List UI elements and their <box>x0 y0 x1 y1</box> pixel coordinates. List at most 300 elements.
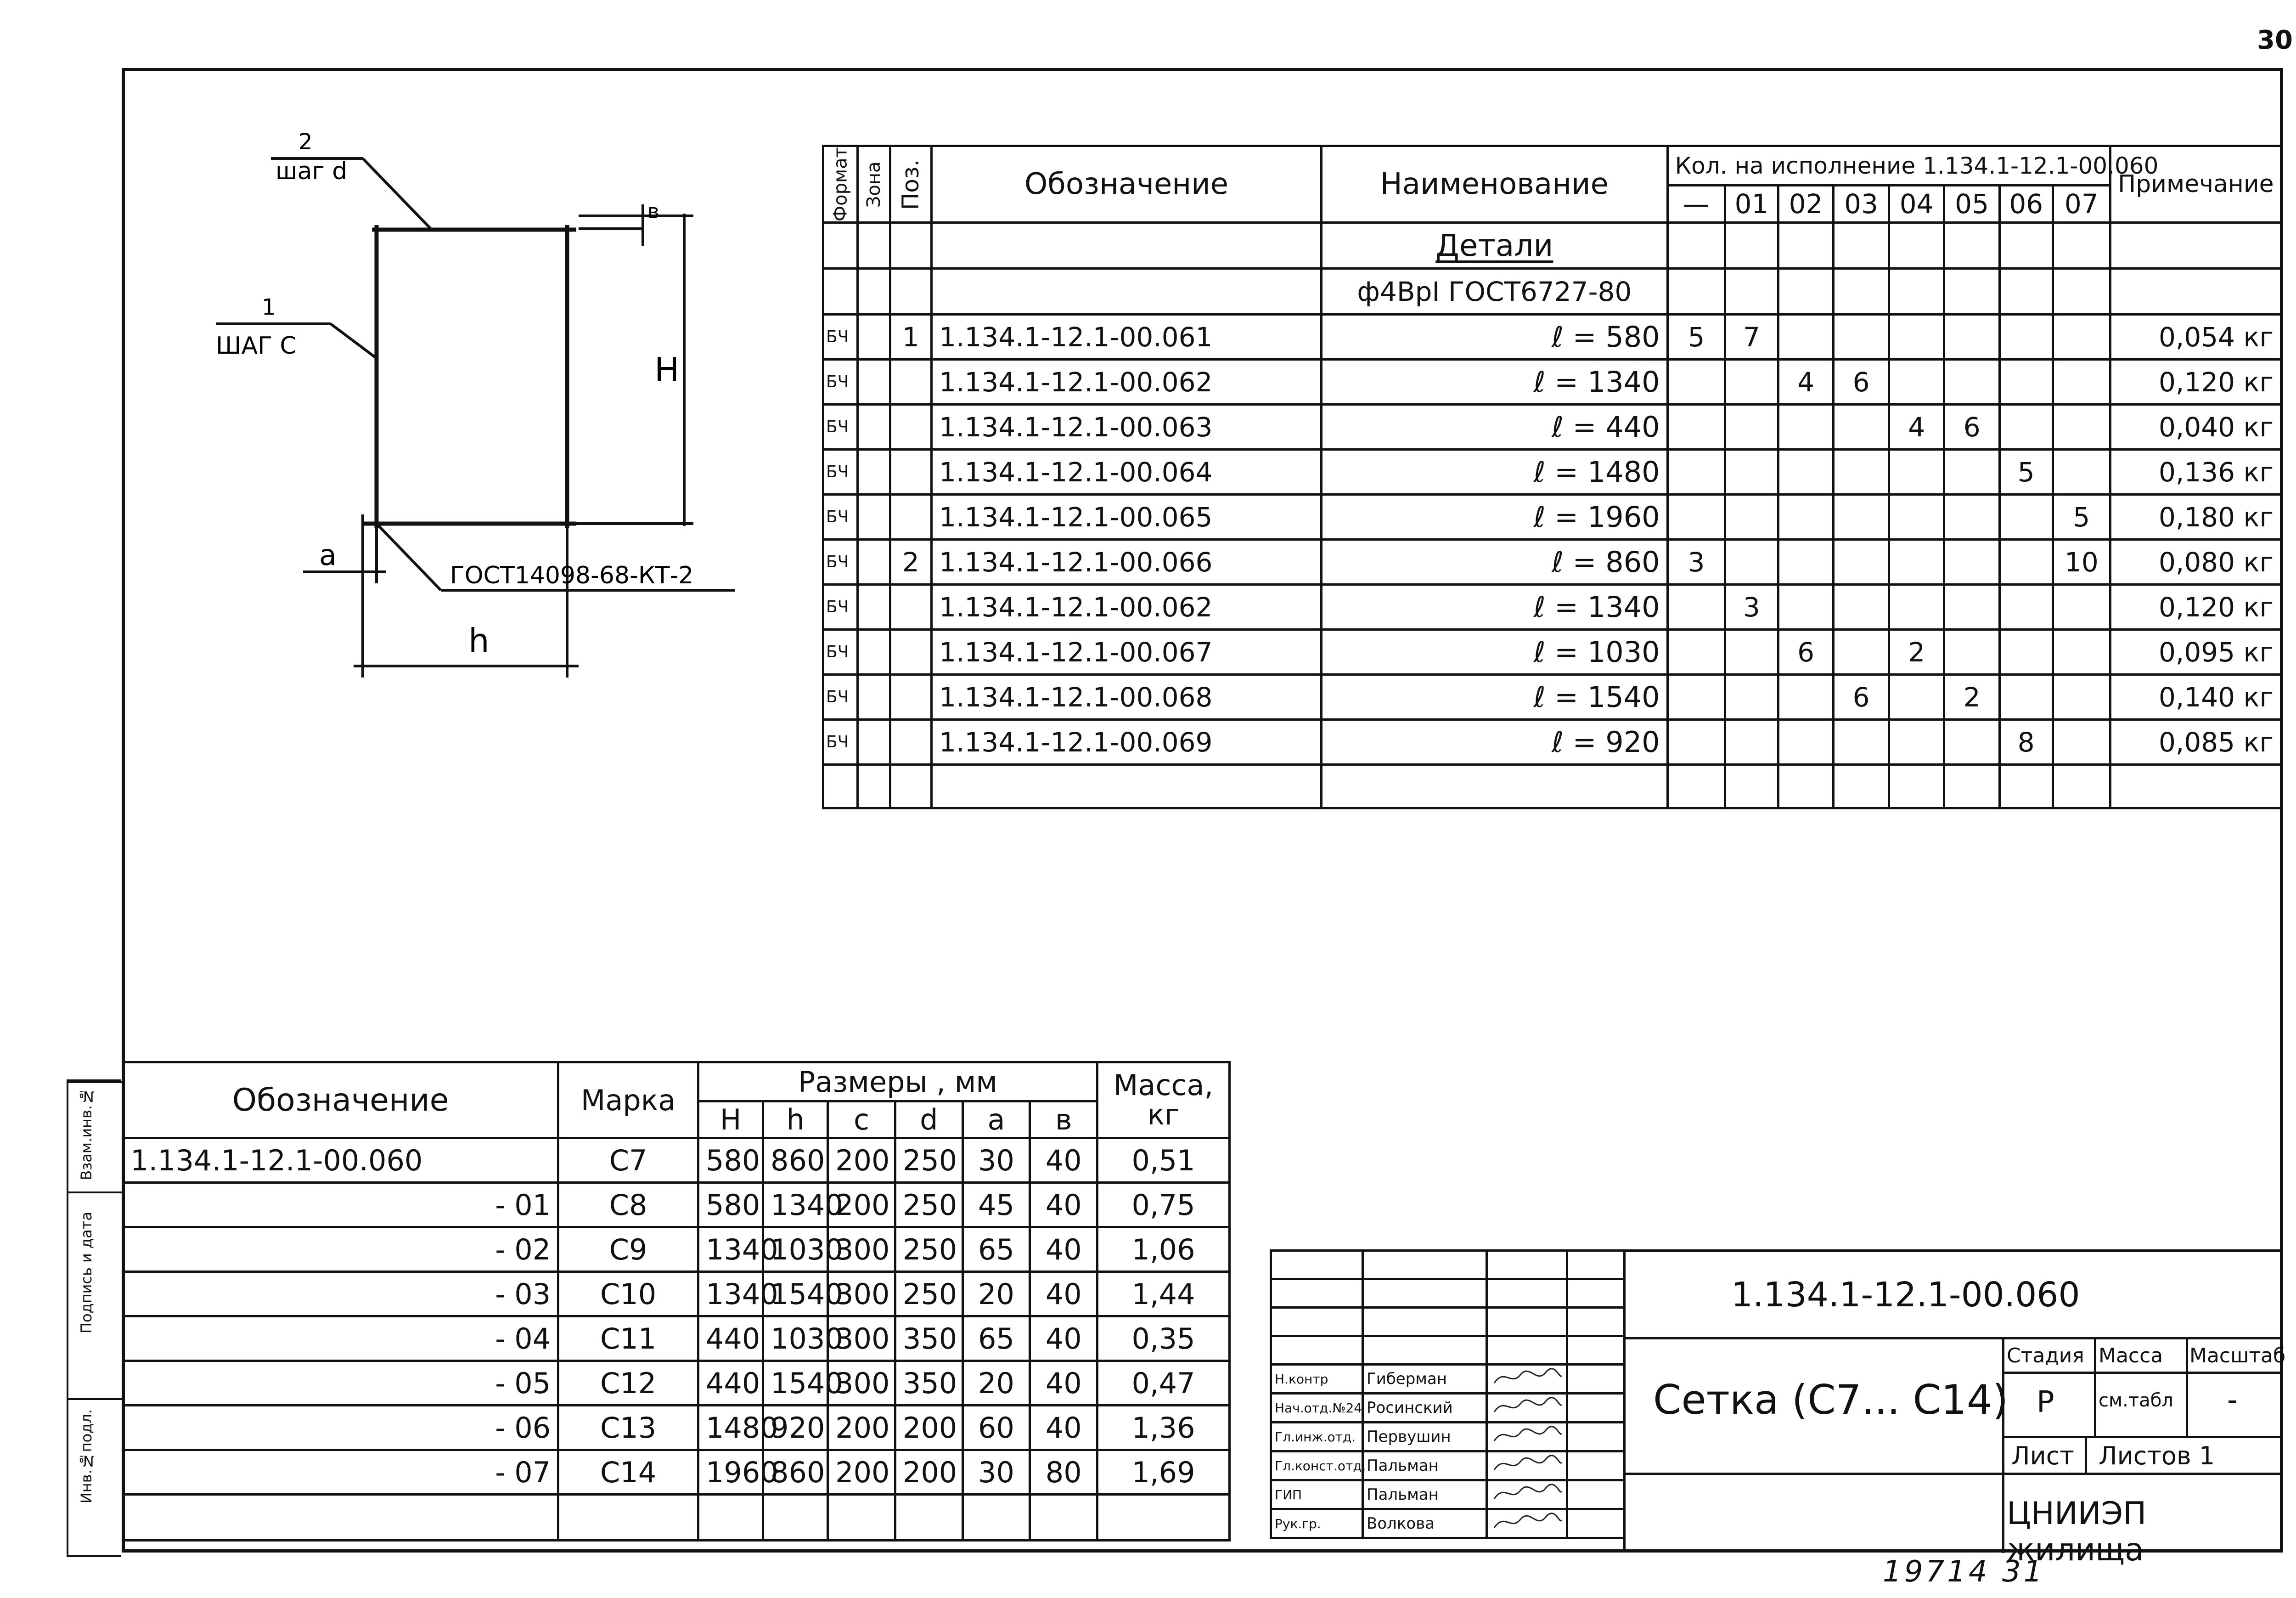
spec-row <box>823 315 2281 360</box>
label-b: в <box>647 200 659 223</box>
person-name: Пальман <box>1363 1451 1487 1480</box>
var-cell-b: 40 <box>1030 1138 1097 1183</box>
spec-cell-qty <box>1999 540 2053 585</box>
date-cell <box>1567 1451 1625 1480</box>
signature <box>1487 1509 1567 1538</box>
var-cell-h: 1340 <box>763 1183 828 1227</box>
spec-cell-qty <box>1944 540 2000 585</box>
var-cell-mark: С12 <box>558 1361 698 1406</box>
spec-cell-designation: 1.134.1-12.1-00.067 <box>932 630 1322 675</box>
spec-cell-qty <box>1667 675 1725 720</box>
sidebar-replace-label: Взам.инв.№ <box>78 1088 95 1180</box>
spec-cell-qty: 8 <box>1999 720 2053 765</box>
mesh-drawing <box>193 124 753 703</box>
signature-scribble <box>1491 1481 1564 1504</box>
var-cell-c: 200 <box>828 1406 895 1450</box>
spec-cell-qty <box>1725 720 1778 765</box>
spec-cell-qty <box>1834 450 1889 495</box>
var-hdr-col: с <box>828 1101 895 1138</box>
date-cell <box>1567 1423 1625 1451</box>
spec-cell-qty: 2 <box>1889 630 1944 675</box>
var-cell-H: 580 <box>698 1183 763 1227</box>
var-hdr-col: Н <box>698 1101 763 1138</box>
spec-cell-designation: 1.134.1-12.1-00.066 <box>932 540 1322 585</box>
var-cell-mass: 0,35 <box>1097 1316 1230 1361</box>
spec-cell-qty <box>1725 405 1778 450</box>
var-cell-designation: - 01 <box>123 1183 558 1227</box>
var-cell-b: 40 <box>1030 1361 1097 1406</box>
var-cell-h: 1030 <box>763 1227 828 1272</box>
spec-cell-qty <box>1667 405 1725 450</box>
var-cell-designation: - 04 <box>123 1316 558 1361</box>
spec-cell-qty <box>1889 720 1944 765</box>
var-cell-mark: С10 <box>558 1272 698 1316</box>
signature-row <box>1271 1451 1625 1480</box>
signature-grid <box>1270 1249 1626 1539</box>
spec-cell-qty <box>1778 315 1834 360</box>
spec-cell-zone <box>858 495 890 540</box>
leader-1 <box>331 324 377 358</box>
spec-cell-name: ℓ = 1340 <box>1322 360 1668 405</box>
hdr-pos: Поз. <box>890 146 931 223</box>
hdr-variant: 05 <box>1944 186 2000 223</box>
var-cell-mark: С9 <box>558 1227 698 1272</box>
sheet-title: Сетка (С7... С14) <box>1653 1376 2009 1423</box>
var-cell-d: 200 <box>895 1406 962 1450</box>
signature <box>1487 1423 1567 1451</box>
variant-row <box>123 1138 1230 1183</box>
var-cell-mass: 0,75 <box>1097 1183 1230 1227</box>
var-cell-mass: 1,69 <box>1097 1450 1230 1495</box>
signature <box>1487 1480 1567 1509</box>
spec-cell-pos <box>890 450 931 495</box>
spec-cell-note: 0,080 кг <box>2110 540 2281 585</box>
spec-row <box>823 675 2281 720</box>
spec-cell-qty: 2 <box>1944 675 2000 720</box>
spec-cell-qty <box>2053 585 2110 630</box>
spec-cell-qty <box>1778 405 1834 450</box>
spec-cell-name: ℓ = 1030 <box>1322 630 1668 675</box>
sheet-label: Лист <box>2011 1441 2074 1470</box>
material-spec: ф4ВрI ГОСТ6727-80 <box>1322 269 1668 315</box>
label-a: а <box>319 538 337 572</box>
person-role: Рук.гр. <box>1271 1509 1363 1538</box>
mass-value: см.табл <box>2099 1390 2173 1411</box>
spec-cell-qty <box>1944 315 2000 360</box>
spec-cell-qty: 5 <box>2053 495 2110 540</box>
weld-leader <box>377 524 441 590</box>
var-cell-c: 300 <box>828 1227 895 1272</box>
spec-cell-note: 0,054 кг <box>2110 315 2281 360</box>
person-name: Волкова <box>1363 1509 1487 1538</box>
label-pos1: 1 <box>262 294 276 320</box>
spec-cell-format: БЧ <box>823 585 858 630</box>
spec-cell-name: ℓ = 1340 <box>1322 585 1668 630</box>
spec-cell-designation: 1.134.1-12.1-00.069 <box>932 720 1322 765</box>
signature-scribble <box>1491 1395 1564 1417</box>
mass-label: Масса <box>2099 1344 2163 1367</box>
var-cell-h: 1540 <box>763 1361 828 1406</box>
var-cell-mark: С7 <box>558 1138 698 1183</box>
bottom-note: 19714 31 <box>1883 1555 2045 1589</box>
variant-row <box>123 1227 1230 1272</box>
spec-cell-format: БЧ <box>823 630 858 675</box>
spec-row <box>823 450 2281 495</box>
spec-row <box>823 495 2281 540</box>
spec-cell-qty <box>1999 315 2053 360</box>
spec-row <box>823 540 2281 585</box>
spec-rows <box>823 315 2281 765</box>
spec-cell-qty <box>1725 360 1778 405</box>
spec-cell-qty <box>1778 450 1834 495</box>
date-cell <box>1567 1480 1625 1509</box>
hdr-variant: 02 <box>1778 186 1834 223</box>
spec-cell-pos <box>890 675 931 720</box>
spec-cell-qty <box>1725 630 1778 675</box>
spec-cell-qty <box>1834 585 1889 630</box>
var-cell-a: 20 <box>962 1272 1030 1316</box>
spec-cell-format: БЧ <box>823 540 858 585</box>
hdr-note: Примечание <box>2110 146 2281 223</box>
spec-cell-note: 0,040 кг <box>2110 405 2281 450</box>
var-cell-H: 1340 <box>698 1227 763 1272</box>
sidebar-sign-label: Подпись и дата <box>78 1212 95 1334</box>
var-cell-mark: С14 <box>558 1450 698 1495</box>
var-cell-d: 250 <box>895 1138 962 1183</box>
spec-cell-zone <box>858 360 890 405</box>
sidebar-inv-cell <box>68 1398 123 1559</box>
spec-cell-pos <box>890 720 931 765</box>
spec-cell-pos <box>890 360 931 405</box>
label-step-d: шаг d <box>276 158 348 185</box>
doc-code: 1.134.1-12.1-00.060 <box>1731 1275 2080 1315</box>
spec-cell-qty <box>1834 405 1889 450</box>
signature-row <box>1271 1480 1625 1509</box>
spec-cell-qty: 7 <box>1725 315 1778 360</box>
var-hdr-col: в <box>1030 1101 1097 1138</box>
date-cell <box>1567 1365 1625 1394</box>
spec-cell-format: БЧ <box>823 405 858 450</box>
spec-cell-zone <box>858 405 890 450</box>
spec-cell-qty <box>1944 495 2000 540</box>
spec-cell-pos <box>890 495 931 540</box>
var-cell-d: 350 <box>895 1316 962 1361</box>
var-cell-c: 200 <box>828 1183 895 1227</box>
sidebar-sign-cell <box>68 1191 123 1398</box>
spec-cell-pos <box>890 405 931 450</box>
spec-cell-qty: 6 <box>1834 675 1889 720</box>
var-cell-mass: 1,36 <box>1097 1406 1230 1450</box>
var-cell-H: 1340 <box>698 1272 763 1316</box>
spec-cell-qty <box>1725 495 1778 540</box>
var-cell-c: 200 <box>828 1138 895 1183</box>
spec-cell-qty <box>1834 720 1889 765</box>
var-cell-H: 440 <box>698 1361 763 1406</box>
spec-cell-name: ℓ = 580 <box>1322 315 1668 360</box>
var-hdr-designation: Обозначение <box>123 1062 558 1138</box>
hdr-qty: Кол. на исполнение 1.134.1-12.1-00.060 <box>1667 146 2110 186</box>
variant-row <box>123 1316 1230 1361</box>
spec-table <box>822 145 2282 809</box>
section-title: Детали <box>1435 228 1553 264</box>
var-cell-designation: - 03 <box>123 1272 558 1316</box>
person-role: Н.контр <box>1271 1365 1363 1394</box>
label-step-c: ШАГ С <box>216 332 297 360</box>
var-hdr-col: а <box>962 1101 1030 1138</box>
var-cell-c: 300 <box>828 1272 895 1316</box>
var-cell-b: 40 <box>1030 1272 1097 1316</box>
spec-cell-note: 0,120 кг <box>2110 360 2281 405</box>
scale-value: - <box>2227 1383 2238 1417</box>
spec-cell-qty <box>1667 585 1725 630</box>
spec-cell-zone <box>858 675 890 720</box>
spec-cell-zone <box>858 450 890 495</box>
hdr-variant: — <box>1667 186 1725 223</box>
spec-cell-format: БЧ <box>823 315 858 360</box>
spec-cell-zone <box>858 720 890 765</box>
person-name: Первушин <box>1363 1423 1487 1451</box>
spec-cell-qty <box>1889 675 1944 720</box>
spec-row <box>823 630 2281 675</box>
spec-cell-pos: 1 <box>890 315 931 360</box>
var-cell-mass: 1,06 <box>1097 1227 1230 1272</box>
signature <box>1487 1394 1567 1423</box>
person-name: Гиберман <box>1363 1365 1487 1394</box>
spec-cell-note: 0,120 кг <box>2110 585 2281 630</box>
signature-scribble <box>1491 1510 1564 1533</box>
var-cell-designation: - 06 <box>123 1406 558 1450</box>
spec-cell-name: ℓ = 920 <box>1322 720 1668 765</box>
page-number: 30 <box>2257 25 2293 55</box>
spec-cell-qty: 10 <box>2053 540 2110 585</box>
spec-cell-qty <box>1889 360 1944 405</box>
hdr-variant: 07 <box>2053 186 2110 223</box>
spec-cell-qty <box>1725 675 1778 720</box>
signature-scribble <box>1491 1452 1564 1475</box>
hdr-designation: Обозначение <box>932 146 1322 223</box>
variant-row <box>123 1272 1230 1316</box>
variant-table <box>122 1061 1231 1542</box>
title-block <box>1623 1249 2286 1568</box>
var-cell-a: 65 <box>962 1227 1030 1272</box>
sheets-label: Листов 1 <box>2099 1441 2215 1470</box>
spec-cell-qty: 4 <box>1889 405 1944 450</box>
var-cell-a: 20 <box>962 1361 1030 1406</box>
var-hdr-col: d <box>895 1101 962 1138</box>
signature-scribble <box>1491 1423 1564 1446</box>
spec-cell-designation: 1.134.1-12.1-00.062 <box>932 585 1322 630</box>
spec-cell-qty <box>2053 630 2110 675</box>
var-cell-d: 250 <box>895 1183 962 1227</box>
person-role: Гл.инж.отд. <box>1271 1423 1363 1451</box>
spec-cell-qty <box>1834 630 1889 675</box>
spec-row <box>823 585 2281 630</box>
spec-cell-qty <box>1944 450 2000 495</box>
spec-cell-qty <box>2053 450 2110 495</box>
var-cell-b: 80 <box>1030 1450 1097 1495</box>
spec-cell-qty <box>2053 360 2110 405</box>
signature <box>1487 1365 1567 1394</box>
date-cell <box>1567 1509 1625 1538</box>
spec-cell-designation: 1.134.1-12.1-00.061 <box>932 315 1322 360</box>
hdr-variant: 01 <box>1725 186 1778 223</box>
var-cell-mark: С13 <box>558 1406 698 1450</box>
variant-row <box>123 1361 1230 1406</box>
spec-cell-qty: 3 <box>1725 585 1778 630</box>
var-cell-b: 40 <box>1030 1183 1097 1227</box>
spec-cell-qty <box>1778 720 1834 765</box>
signature-row <box>1271 1423 1625 1451</box>
scale-label: Масштаб <box>2189 1344 2286 1367</box>
spec-cell-qty <box>1944 720 2000 765</box>
person-role: ГИП <box>1271 1480 1363 1509</box>
signature-row <box>1271 1509 1625 1538</box>
hdr-variant: 04 <box>1889 186 1944 223</box>
var-cell-H: 440 <box>698 1316 763 1361</box>
var-cell-h: 1030 <box>763 1316 828 1361</box>
sidebar-replace-cell <box>68 1081 123 1191</box>
var-cell-b: 40 <box>1030 1316 1097 1361</box>
spec-cell-qty <box>1944 360 2000 405</box>
person-role: Нач.отд.№24 <box>1271 1394 1363 1423</box>
var-cell-a: 30 <box>962 1138 1030 1183</box>
spec-cell-note: 0,140 кг <box>2110 675 2281 720</box>
var-cell-d: 200 <box>895 1450 962 1495</box>
var-cell-H: 1480 <box>698 1406 763 1450</box>
var-cell-h: 860 <box>763 1450 828 1495</box>
variant-row <box>123 1183 1230 1227</box>
var-cell-d: 250 <box>895 1227 962 1272</box>
organization: ЦНИИЭП жилища <box>2007 1496 2147 1568</box>
spec-cell-qty: 4 <box>1778 360 1834 405</box>
var-hdr-sizes: Размеры , мм <box>698 1062 1097 1101</box>
spec-cell-format: БЧ <box>823 495 858 540</box>
spec-cell-zone <box>858 315 890 360</box>
var-cell-d: 250 <box>895 1272 962 1316</box>
spec-cell-pos: 2 <box>890 540 931 585</box>
spec-cell-qty <box>1834 540 1889 585</box>
spec-cell-qty <box>1778 540 1834 585</box>
var-cell-a: 60 <box>962 1406 1030 1450</box>
spec-cell-qty: 6 <box>1944 405 2000 450</box>
spec-row <box>823 405 2281 450</box>
spec-row <box>823 720 2281 765</box>
person-name: Росинский <box>1363 1394 1487 1423</box>
spec-cell-qty <box>1667 450 1725 495</box>
var-cell-h: 860 <box>763 1138 828 1183</box>
spec-cell-qty <box>1725 540 1778 585</box>
var-cell-mass: 0,47 <box>1097 1361 1230 1406</box>
spec-cell-qty <box>1834 315 1889 360</box>
hdr-zone: Зона <box>858 146 890 223</box>
spec-cell-qty <box>2053 405 2110 450</box>
spec-cell-qty <box>1999 495 2053 540</box>
person-role: Гл.конст.отд. <box>1271 1451 1363 1480</box>
variant-row <box>123 1406 1230 1450</box>
spec-cell-qty <box>1725 450 1778 495</box>
person-name: Пальман <box>1363 1480 1487 1509</box>
spec-cell-qty: 6 <box>1834 360 1889 405</box>
var-cell-h: 1540 <box>763 1272 828 1316</box>
spec-cell-note: 0,180 кг <box>2110 495 2281 540</box>
var-hdr-mass: Масса, кг <box>1097 1062 1230 1138</box>
spec-cell-note: 0,085 кг <box>2110 720 2281 765</box>
hdr-name: Наименование <box>1322 146 1668 223</box>
spec-cell-qty <box>1999 405 2053 450</box>
spec-cell-format: БЧ <box>823 450 858 495</box>
spec-cell-designation: 1.134.1-12.1-00.064 <box>932 450 1322 495</box>
var-cell-d: 350 <box>895 1361 962 1406</box>
label-H: Н <box>654 350 680 389</box>
var-cell-designation: - 02 <box>123 1227 558 1272</box>
var-cell-mass: 0,51 <box>1097 1138 1230 1183</box>
spec-cell-qty <box>1667 630 1725 675</box>
var-cell-mark: С11 <box>558 1316 698 1361</box>
spec-cell-qty <box>1834 495 1889 540</box>
spec-cell-zone <box>858 540 890 585</box>
spec-cell-qty <box>1667 495 1725 540</box>
spec-cell-name: ℓ = 1960 <box>1322 495 1668 540</box>
signature-row <box>1271 1394 1625 1423</box>
spec-row <box>823 360 2281 405</box>
spec-cell-name: ℓ = 1540 <box>1322 675 1668 720</box>
spec-cell-qty <box>1889 495 1944 540</box>
var-cell-a: 65 <box>962 1316 1030 1361</box>
spec-cell-qty <box>1999 630 2053 675</box>
spec-cell-format: БЧ <box>823 675 858 720</box>
spec-cell-zone <box>858 630 890 675</box>
date-cell <box>1567 1394 1625 1423</box>
var-cell-mark: С8 <box>558 1183 698 1227</box>
label-h: h <box>468 621 490 660</box>
var-cell-H: 580 <box>698 1138 763 1183</box>
spec-cell-qty <box>1889 585 1944 630</box>
var-cell-designation: - 07 <box>123 1450 558 1495</box>
spec-cell-qty <box>1999 675 2053 720</box>
signature <box>1487 1451 1567 1480</box>
spec-cell-qty <box>1999 585 2053 630</box>
spec-cell-designation: 1.134.1-12.1-00.065 <box>932 495 1322 540</box>
var-cell-mass: 1,44 <box>1097 1272 1230 1316</box>
spec-cell-name: ℓ = 860 <box>1322 540 1668 585</box>
spec-cell-pos <box>890 585 931 630</box>
hdr-variant: 06 <box>1999 186 2053 223</box>
hdr-variant: 03 <box>1834 186 1889 223</box>
spec-cell-qty <box>1999 360 2053 405</box>
signature-rows <box>1271 1365 1625 1538</box>
binding-sidebar <box>67 1079 121 1557</box>
var-cell-H: 1960 <box>698 1450 763 1495</box>
variant-rows <box>123 1138 1230 1495</box>
var-cell-a: 30 <box>962 1450 1030 1495</box>
label-gost-weld: ГОСТ14098-68-КТ-2 <box>450 562 694 589</box>
spec-cell-note: 0,136 кг <box>2110 450 2281 495</box>
spec-cell-qty: 3 <box>1667 540 1725 585</box>
spec-cell-qty: 5 <box>1667 315 1725 360</box>
var-cell-b: 40 <box>1030 1406 1097 1450</box>
var-cell-a: 45 <box>962 1183 1030 1227</box>
label-pos2: 2 <box>298 129 313 155</box>
signature-row <box>1271 1365 1625 1394</box>
var-cell-c: 300 <box>828 1361 895 1406</box>
spec-cell-qty <box>1944 585 2000 630</box>
var-cell-designation: 1.134.1-12.1-00.060 <box>123 1138 558 1183</box>
spec-cell-qty <box>1667 360 1725 405</box>
var-cell-c: 300 <box>828 1316 895 1361</box>
stage-label: Стадия <box>2007 1344 2084 1367</box>
spec-cell-qty <box>1889 315 1944 360</box>
variant-row <box>123 1450 1230 1495</box>
